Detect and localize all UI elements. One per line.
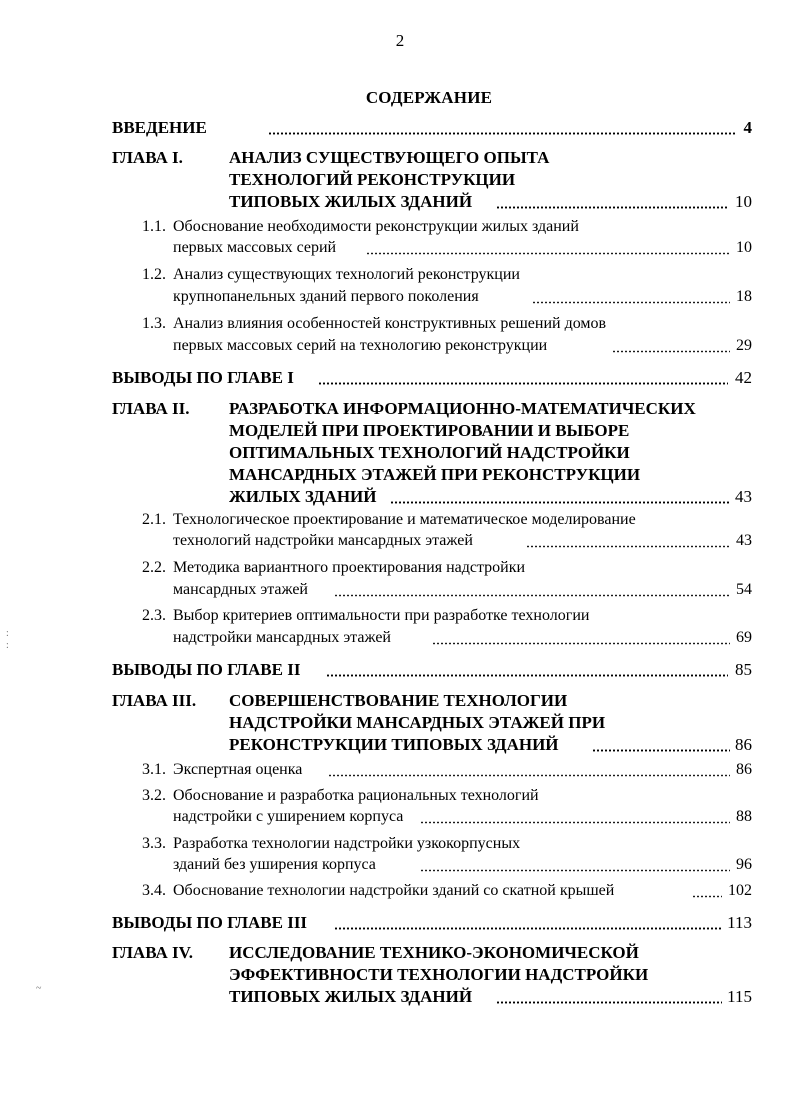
entry-page: 42 [735,368,752,387]
toc-entry-chapter-3[interactable] [0,690,800,712]
dot-leader [268,132,736,135]
toc-entry-section-2-2[interactable] [0,557,800,579]
entry-title-line: Технологическое проектирование и математическое моделирование [173,511,636,528]
dot-leader [612,350,730,353]
toc-entry-conclusions-2[interactable] [0,659,800,681]
entry-page: 10 [735,192,752,211]
entry-number: 3.2. [142,787,166,804]
entry-title-line: Методика вариантного проектирования надстройки [173,559,526,576]
dot-leader [432,642,730,645]
entry-label: ГЛАВА IV. [112,943,193,962]
toc-entry-section-1-2-line2[interactable] [0,286,800,308]
dot-leader [334,594,730,597]
entry-title-line: Обоснование технологии надстройки зданий со скатной крышей [173,882,615,899]
toc-entry-intro[interactable] [0,117,800,139]
entry-title-line: мансардных этажей [173,581,308,598]
entry-page: 69 [736,629,752,646]
entry-title-line: надстройки мансардных этажей [173,629,391,646]
entry-page: 102 [728,882,752,899]
entry-number: 2.1. [142,511,166,528]
entry-title-line: АНАЛИЗ СУЩЕСТВУЮЩЕГО ОПЫТА [229,148,550,167]
entry-title-line: НАДСТРОЙКИ МАНСАРДНЫХ ЭТАЖЕЙ ПРИ [229,713,606,732]
margin-mark: ~ [36,983,42,994]
toc-entry-section-3-3[interactable] [0,833,800,855]
entry-label: ГЛАВА II. [112,399,190,418]
margin-mark: : [6,640,9,651]
toc-entry-section-3-2[interactable] [0,785,800,807]
toc-entry-section-3-4[interactable] [0,880,800,902]
toc-entry-section-2-1[interactable] [0,509,800,531]
toc-entry-chapter-1[interactable] [0,147,800,169]
dot-leader [318,382,728,385]
margin-mark: : [6,628,9,639]
dot-leader [390,501,730,504]
toc-entry-section-1-1-line2[interactable] [0,237,800,259]
entry-page: 86 [736,761,752,778]
entry-page: 115 [727,987,752,1006]
dot-leader [532,301,730,304]
toc-entry-chapter-2-line5[interactable] [0,486,800,508]
entry-page: 85 [735,660,752,679]
dot-leader [692,895,722,898]
entry-title-line: МОДЕЛЕЙ ПРИ ПРОЕКТИРОВАНИИ И ВЫБОРЕ [229,421,630,440]
toc-entry-chapter-4[interactable] [0,942,800,964]
entry-label: ГЛАВА I. [112,148,183,167]
entry-title-line: МАНСАРДНЫХ ЭТАЖЕЙ ПРИ РЕКОНСТРУКЦИИ [229,465,641,484]
dot-leader [496,206,728,209]
entry-title-line: РАЗРАБОТКА ИНФОРМАЦИОННО-МАТЕМАТИЧЕСКИХ [229,399,696,418]
entry-page: 88 [736,808,752,825]
entry-page: 29 [736,337,752,354]
toc-entry-chapter-2-line4 [0,464,800,486]
entry-title-line: первых массовых серий [173,239,337,256]
toc-entry-conclusions-3[interactable] [0,912,800,934]
entry-number: 1.2. [142,266,166,283]
entry-page: 10 [736,239,752,256]
entry-title-line: Разработка технологии надстройки узкокорпусных [173,835,521,852]
dot-leader [420,821,730,824]
page-number: 2 [395,31,405,50]
toc-entry-chapter-2-line2 [0,420,800,442]
toc-entry-section-3-3-line2[interactable] [0,854,800,876]
toc-entry-section-2-2-line2[interactable] [0,579,800,601]
toc-entry-chapter-3-line2 [0,712,800,734]
toc-entry-section-3-2-line2[interactable] [0,806,800,828]
entry-number: 3.3. [142,835,166,852]
entry-page: 43 [736,532,752,549]
entry-page: 96 [736,856,752,873]
entry-title-line: ТИПОВЫХ ЖИЛЫХ ЗДАНИЙ [229,192,473,211]
toc-entry-section-1-3-line2[interactable] [0,335,800,357]
entry-label: ВЫВОДЫ ПО ГЛАВЕ I [112,368,294,387]
entry-title-line: крупнопанельных зданий первого поколения [173,288,479,305]
entry-title-line: Анализ влияния особенностей конструктивных решений домов [173,315,607,332]
entry-page: 4 [743,118,752,137]
entry-title-line: ЭФФЕКТИВНОСТИ ТЕХНОЛОГИИ НАДСТРОЙКИ [229,965,649,984]
toc-entry-section-1-1[interactable] [0,216,800,238]
entry-title-line: ТЕХНОЛОГИЙ РЕКОНСТРУКЦИИ [229,170,516,189]
toc-entry-chapter-1-line2 [0,169,800,191]
entry-page: 86 [735,735,752,754]
toc-entry-chapter-2[interactable] [0,398,800,420]
entry-title-line: ОПТИМАЛЬНЫХ ТЕХНОЛОГИЙ НАДСТРОЙКИ [229,443,630,462]
entry-title-line: Экспертная оценка [173,761,303,778]
entry-title-line: ИССЛЕДОВАНИЕ ТЕХНИКО-ЭКОНОМИЧЕСКОЙ [229,943,639,962]
entry-page: 54 [736,581,752,598]
toc-entry-section-1-2[interactable] [0,264,800,286]
entry-title-line: технологий надстройки мансардных этажей [173,532,473,549]
dot-leader [496,1001,722,1004]
toc-entry-conclusions-1[interactable] [0,367,800,389]
toc-entry-section-2-3[interactable] [0,605,800,627]
entry-page: 43 [735,487,752,506]
dot-leader [326,674,728,677]
toc-entry-chapter-4-line2 [0,964,800,986]
dot-leader [592,749,730,752]
entry-label: ВВЕДЕНИЕ [112,118,207,137]
dot-leader [334,927,722,930]
entry-title-line: Анализ существующих технологий реконструкции [173,266,520,283]
toc-entry-chapter-2-line3 [0,442,800,464]
entry-title-line: Обоснование необходимости реконструкции жилых зданий [173,218,579,235]
entry-number: 1.3. [142,315,166,332]
dot-leader [328,774,730,777]
toc-entry-chapter-3-line3[interactable] [0,734,800,756]
entry-title-line: ТИПОВЫХ ЖИЛЫХ ЗДАНИЙ [229,987,473,1006]
toc-entry-section-1-3[interactable] [0,313,800,335]
entry-label: ВЫВОДЫ ПО ГЛАВЕ III [112,913,308,932]
dot-leader [366,252,730,255]
entry-label: ГЛАВА III. [112,691,197,710]
toc-entry-section-3-1[interactable] [0,759,800,781]
entry-title-line: РЕКОНСТРУКЦИИ ТИПОВЫХ ЗДАНИЙ [229,735,559,754]
entry-page: 18 [736,288,752,305]
toc-entry-chapter-1-line3[interactable] [0,191,800,213]
entry-title-line: Обоснование и разработка рациональных технологий [173,787,539,804]
entry-title-line: Выбор критериев оптимальности при разработке технологии [173,607,590,624]
toc-entry-chapter-4-line3[interactable] [0,986,800,1008]
entry-title-line: ЖИЛЫХ ЗДАНИЙ [229,487,377,506]
dot-leader [526,545,730,548]
entry-number: 2.3. [142,607,166,624]
entry-title-line: первых массовых серий на технологию реконструкции [173,337,548,354]
entry-number: 2.2. [142,559,166,576]
entry-title-line: надстройки с уширением корпуса [173,808,404,825]
entry-title-line: зданий без уширения корпуса [173,856,376,873]
dot-leader [420,869,730,872]
toc-entry-section-2-3-line2[interactable] [0,627,800,649]
toc-entry-section-2-1-line2[interactable] [0,530,800,552]
toc-title: СОДЕРЖАНИЕ [365,88,493,107]
entry-number: 3.4. [142,882,166,899]
entry-title-line: СОВЕРШЕНСТВОВАНИЕ ТЕХНОЛОГИИ [229,691,568,710]
entry-number: 1.1. [142,218,166,235]
entry-page: 113 [727,913,752,932]
entry-number: 3.1. [142,761,166,778]
entry-label: ВЫВОДЫ ПО ГЛАВЕ II [112,660,301,679]
